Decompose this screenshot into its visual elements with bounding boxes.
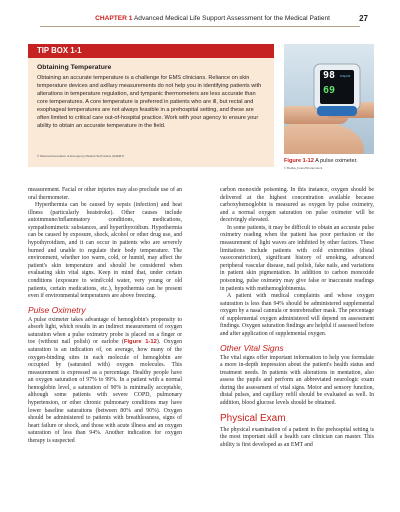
body-text: ). Oxygen saturation is an indication of, on average, how many of the oxygen-binding sites in each molecule of hemoglobin are occupied by (saturated with) oxygen molecules. This measurement is expressed as a percentage. Healthy people have an oxygen saturation of 97% to 99%. In a patient with a normal hemoglobin level, a saturation of 90% is minimally acceptable, although some patients with severe COPD, pulmonary hypertension, or other chronic pulmonary conditions may have lower baseline saturations (between 80% and 90%). Oxygen should be administered to patients with breathlessness, signs of heart failure or shock, and those with acute illness and an oxygen saturation of less than 94%. Another indication for oxygen therapy is suspected [28, 339, 182, 444]
body-paragraph: In some patients, it may be difficult to obtain an accurate pulse oximetry reading when the patient has poor perfusion or the measurement of light waves are inhibited by other factors. These limitations include patients with cold extremities (distal vasoconstriction), significant history of smoking, advanced peripheral vascular disease, nail polish, fake nails, and variations in patient skin pigmentation. In addition to carbon monoxide poisoning, pulse oximetry may give false or inaccurate readings in patients with methemoglobinemia. [220, 224, 374, 292]
tip-box-title: Obtaining Temperature [37, 64, 112, 71]
right-column [220, 187, 374, 449]
section-heading-other-vital-signs: Other Vital Signs [220, 342, 284, 353]
body-paragraph: The vital signs offer important information to help you formulate a more in-depth impression about the patient's health status and treatment needs. In patients with alterations in mentation, also assess the pupils and perform an abbreviated neurologic exam during the assessment of vital signs. Motor and sensory function, distal pulses, and capillary refill should be evaluated as well. In addition, blood glucose levels should be obtained. [220, 354, 374, 407]
figure-caption [284, 158, 358, 164]
page-number: 27 [359, 14, 368, 23]
left-column [28, 187, 182, 446]
tip-box-body: Obtaining an accurate temperature is a challenge for EMS clinicians. Reliance on skin temperature devices and axillary measurements do not help you in identifying patients with alterations in temperature regulation, and tympanic thermometers are less accurate than core temperatures. A core temperature is preferred in patients who are ill, but rectal and esophageal temperatures are not always feasible in a prehospital setting, and these are often limited to critical care out-of-hospital practice. Work with your agency to ensure your ability to obtain an accurate temperature in the field. [37, 75, 262, 130]
tip-box-heading: TIP BOX 1-1 [28, 44, 274, 58]
body-paragraph [28, 317, 182, 446]
tip-box-credit: © National Association of Emergency Medical Technicians (NAEMT) [37, 154, 125, 158]
pulse-oximeter-illustration [284, 44, 374, 154]
header-rule [40, 26, 360, 27]
chapter-label: CHAPTER 1 [95, 15, 133, 22]
section-heading-physical-exam: Physical Exam [220, 412, 286, 424]
oximeter-spo2-readout: 98 [323, 70, 336, 81]
body-paragraph: The physical examination of a patient in the prehospital setting is the most important skill a health care clinician can master. This ability is first developed as an EMT and [220, 426, 374, 448]
oximeter-pulse-readout: 69 [323, 85, 336, 96]
chapter-heading [95, 15, 330, 22]
body-paragraph: measurement. Facial or other injuries may also preclude use of an oral thermometer. [28, 187, 182, 201]
chapter-title: Advanced Medical Life Support Assessment for the Medical Patient [133, 15, 330, 22]
figure-caption-text: A pulse oximeter. [315, 158, 358, 164]
body-text: A pulse oximeter takes advantage of hemoglobin's propensity to absorb light, which results in an indirect measurement of oxygen saturation when a pulse oximetry probe is placed on a finger or toe (without nail polish) or earlobe ( [28, 316, 182, 346]
running-header [0, 14, 400, 28]
figure-label: Figure 1-12 [284, 158, 314, 164]
figure-credit: © Budka_Fotos/Shutterstock [284, 166, 323, 170]
body-paragraph: A patient with medical complaints and whose oxygen saturation is less than 94% should be administered supplemental oxygen by a nasal cannula or nonrebreather mask. The percentage of supplemental oxygen administered will depend on assessment findings. Oxygen saturation findings are helpful if assessed before and after application of supplemental oxygen. [220, 293, 374, 337]
section-heading-pulse-oximetry: Pulse Oximetry [28, 304, 86, 315]
body-paragraph: Hyperthermia can be caused by sepsis (infection) and heat illness (particularly heatstroke). Other causes include autoimmune/inflammatory conditions, medications, sympathomimetic substances, and hyperthyroidism. Hypothermia can be caused by exposure, shock, alcohol or other drug use, and hypothyroidism, and it can occur in patients who are severely burned and unable to regulate their body temperature. The environment, whether too warm, cold, or humid, may affect the patient's skin temperature and should be considered when evaluating skin vital signs. Keep in mind that, under certain conditions (exposure to wind/cold water, very young or old patients, certain medications, etc.), hypothermia can be present even if environmental temperatures are above freezing. [28, 202, 182, 300]
figure-reference-link[interactable]: Figure 1-12 [123, 339, 157, 346]
oximeter-units: %SpO2 [340, 74, 351, 78]
tip-box [28, 44, 274, 167]
body-paragraph: carbon monoxide poisoning. In this instance, oxygen should be delivered at the highest concentration available because carboxyhemoglobin is measured as oxygen by pulse oximetry, and a normal oxygen saturation on pulse oximeter will be deceivingly elevated. [220, 187, 374, 224]
pulse-oximeter-photo [284, 44, 374, 154]
